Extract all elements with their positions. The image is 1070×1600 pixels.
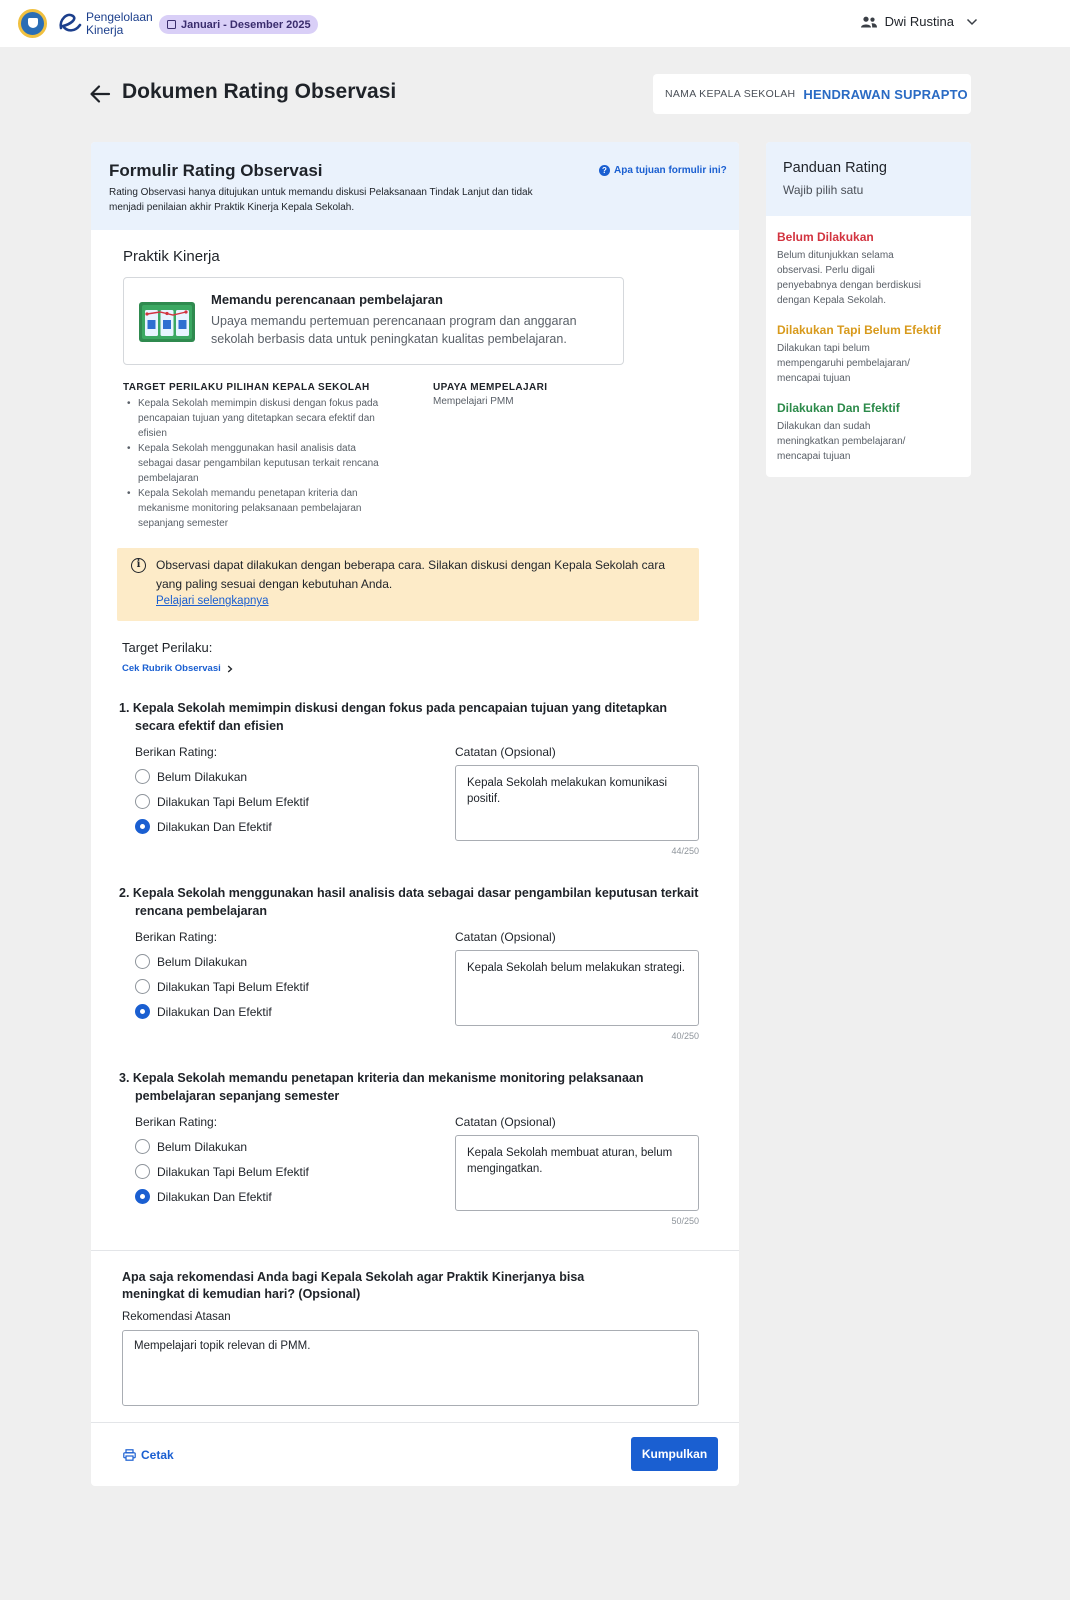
- rubric-link[interactable]: [122, 663, 233, 674]
- radio-label: Dilakukan Tapi Belum Efektif: [157, 1164, 309, 1179]
- rating-label: Berikan Rating:: [135, 745, 218, 759]
- character-counter: 40/250: [671, 1031, 699, 1041]
- radio-label: Dilakukan Dan Efektif: [157, 819, 272, 834]
- radio-option-not-effective[interactable]: [135, 979, 309, 994]
- radio-option-not-done[interactable]: [135, 769, 247, 784]
- radio-label: Belum Dilakukan: [157, 954, 248, 969]
- radio-label: Belum Dilakukan: [157, 1139, 248, 1154]
- radio-option-not-done[interactable]: [135, 954, 247, 969]
- radio-button[interactable]: [135, 1164, 150, 1179]
- practice-section-title: Praktik Kinerja: [123, 248, 220, 265]
- guide-item-not-effective: [777, 323, 962, 386]
- observation-notice: [117, 548, 699, 621]
- radio-option-not-done[interactable]: [135, 1139, 247, 1154]
- app-name: [86, 11, 153, 37]
- radio-button[interactable]: [135, 954, 150, 969]
- learning-effort-title: UPAYA MEMPELAJARI: [433, 382, 548, 393]
- radio-button-selected[interactable]: [135, 1004, 150, 1019]
- recommendation-question: Apa saja rekomendasi Anda bagi Kepala Sekolah agar Praktik Kinerjanya bisa meningkat di kemudian hari? (Opsional): [122, 1270, 585, 1301]
- principal-label: NAMA KEPALA SEKOLAH: [665, 88, 796, 100]
- rubric-link-label: Cek Rubrik Observasi: [122, 663, 221, 674]
- guide-item-description: Dilakukan dan sudah meningkatkan pembelajaran/ mencapai tujuan: [777, 421, 906, 462]
- question-circle-icon: ?: [599, 165, 610, 176]
- period-badge[interactable]: [159, 15, 318, 34]
- radio-button-selected[interactable]: [135, 1189, 150, 1204]
- radio-label: Dilakukan Dan Efektif: [157, 1189, 272, 1204]
- guide-item-name: Dilakukan Dan Efektif: [777, 401, 900, 415]
- radio-option-effective[interactable]: [135, 1004, 272, 1019]
- printer-icon: [123, 1449, 136, 1461]
- radio-option-not-effective[interactable]: [135, 1164, 309, 1179]
- note-textarea[interactable]: Kepala Sekolah membuat aturan, belum mengingatkan.: [455, 1135, 699, 1211]
- rating-guide-panel: [766, 142, 971, 477]
- divider: [91, 1422, 739, 1423]
- target-behavior-list: [123, 396, 383, 531]
- radio-button[interactable]: [135, 769, 150, 784]
- submit-button[interactable]: Kumpulkan: [631, 1437, 718, 1471]
- radio-option-effective[interactable]: [135, 819, 272, 834]
- chevron-down-icon: [966, 18, 978, 26]
- recommendation-textarea[interactable]: Mempelajari topik relevan di PMM.: [122, 1330, 699, 1406]
- rating-form-card: [91, 142, 739, 1486]
- form-header: [91, 142, 739, 230]
- guide-title: Panduan Rating: [783, 160, 887, 176]
- radio-button[interactable]: [135, 979, 150, 994]
- user-name: Dwi Rustina: [884, 14, 954, 29]
- recommendation-label: Rekomendasi Atasan: [122, 1311, 231, 1323]
- learn-more-link[interactable]: Pelajari selengkapnya: [156, 595, 269, 607]
- guide-item-name: Dilakukan Tapi Belum Efektif: [777, 323, 941, 337]
- guide-header: [766, 142, 971, 216]
- list-item: • Kepala Sekolah memandu penetapan kriteria dan mekanisme monitoring pelaksanaan pembelajaran sepanjang semester: [123, 486, 383, 531]
- question-text: 1. Kepala Sekolah memimpin diskusi dengan fokus pada pencapaian tujuan yang ditetapkan secara efektif dan efisien: [119, 701, 668, 733]
- form-purpose-link[interactable]: [599, 165, 739, 176]
- list-item: • Kepala Sekolah menggunakan hasil analisis data sebagai dasar pengambilan keputusan terkait rencana pembelajaran: [123, 441, 383, 486]
- note-textarea[interactable]: Kepala Sekolah melakukan komunikasi positif.: [455, 765, 699, 841]
- guide-item-description: Belum ditunjukkan selama observasi. Perlu digali penyebabnya dengan berdiskusi dengan Kepala Sekolah.: [777, 250, 921, 306]
- calendar-icon: [167, 20, 176, 29]
- chevron-right-icon: [227, 665, 233, 673]
- radio-option-effective[interactable]: [135, 1189, 272, 1204]
- radio-button[interactable]: [135, 1139, 150, 1154]
- target-behavior-column: [123, 382, 383, 531]
- radio-button-selected[interactable]: [135, 819, 150, 834]
- principal-info: [653, 74, 971, 114]
- learning-effort-value: Mempelajari PMM: [433, 396, 514, 407]
- note-textarea[interactable]: Kepala Sekolah belum melakukan strategi.: [455, 950, 699, 1026]
- guide-item-description: Dilakukan tapi belum mempengaruhi pembelajaran/ mencapai tujuan: [777, 343, 910, 384]
- notice-text: Observasi dapat dilakukan dengan beberapa cara. Silakan diskusi dengan Kepala Sekolah cara yang paling sesuai dengan kebutuhan Anda.: [156, 558, 666, 591]
- note-label: Catatan (Opsional): [455, 930, 556, 944]
- question-text: 2. Kepala Sekolah menggunakan hasil analisis data sebagai dasar pengambilan keputusan terkait rencana pembelajaran: [119, 886, 699, 918]
- top-bar: [0, 0, 1070, 47]
- practice-description: Upaya memandu pertemuan perencanaan program dan anggaran sekolah berbasis data untuk peningkatan kualitas pembelajaran.: [211, 314, 577, 346]
- character-counter: 50/250: [671, 1216, 699, 1226]
- period-label: Januari - Desember 2025: [181, 18, 311, 31]
- practice-card: [123, 277, 624, 365]
- guide-subtitle: Wajib pilih satu: [783, 183, 864, 197]
- note-label: Catatan (Opsional): [455, 745, 556, 759]
- radio-label: Dilakukan Dan Efektif: [157, 1004, 272, 1019]
- note-label: Catatan (Opsional): [455, 1115, 556, 1129]
- rating-label: Berikan Rating:: [135, 930, 218, 944]
- app-name-line1: Pengelolaan: [86, 10, 153, 24]
- user-menu[interactable]: [861, 14, 978, 29]
- learning-effort-column: [433, 382, 633, 407]
- back-arrow-icon[interactable]: [89, 83, 111, 105]
- character-counter: 44/250: [671, 846, 699, 856]
- page-title: Dokumen Rating Observasi: [122, 80, 397, 103]
- question-text: 3. Kepala Sekolah memandu penetapan kriteria dan mekanisme monitoring pelaksanaan pembelajaran sepanjang semester: [119, 1071, 644, 1103]
- ministry-logo-icon: [18, 9, 47, 38]
- form-title: Formulir Rating Observasi: [109, 161, 323, 180]
- print-button[interactable]: [123, 1448, 174, 1462]
- radio-label: Dilakukan Tapi Belum Efektif: [157, 979, 309, 994]
- guide-item-name: Belum Dilakukan: [777, 230, 874, 244]
- radio-button[interactable]: [135, 794, 150, 809]
- guide-item-not-done: [777, 230, 962, 308]
- form-description: Rating Observasi hanya ditujukan untuk memandu diskusi Pelaksanaan Tindak Lanjut dan tidak menjadi penilaian akhir Praktik Kinerja Kepala Sekolah.: [109, 187, 533, 213]
- app-logo-icon: [57, 10, 83, 36]
- target-section-title: Target Perilaku:: [122, 640, 213, 655]
- planning-board-icon: [138, 300, 196, 344]
- target-behavior-title: TARGET PERILAKU PILIHAN KEPALA SEKOLAH: [123, 382, 370, 393]
- guide-item-effective: [777, 401, 962, 464]
- app-name-line2: Kinerja: [86, 23, 124, 37]
- list-item: • Kepala Sekolah memimpin diskusi dengan fokus pada pencapaian tujuan yang ditetapkan secara efektif dan efisien: [123, 396, 383, 441]
- radio-label: Belum Dilakukan: [157, 769, 248, 784]
- radio-label: Dilakukan Tapi Belum Efektif: [157, 794, 309, 809]
- principal-name: HENDRAWAN SUPRAPTO: [803, 86, 968, 102]
- info-icon: i: [131, 558, 146, 573]
- radio-option-not-effective[interactable]: [135, 794, 309, 809]
- users-icon: [861, 16, 877, 28]
- form-purpose-label: Apa tujuan formulir ini?: [614, 165, 727, 176]
- print-label: Cetak: [141, 1448, 174, 1462]
- divider: [91, 1250, 739, 1251]
- practice-name: Memandu perencanaan pembelajaran: [211, 292, 443, 307]
- rating-label: Berikan Rating:: [135, 1115, 218, 1129]
